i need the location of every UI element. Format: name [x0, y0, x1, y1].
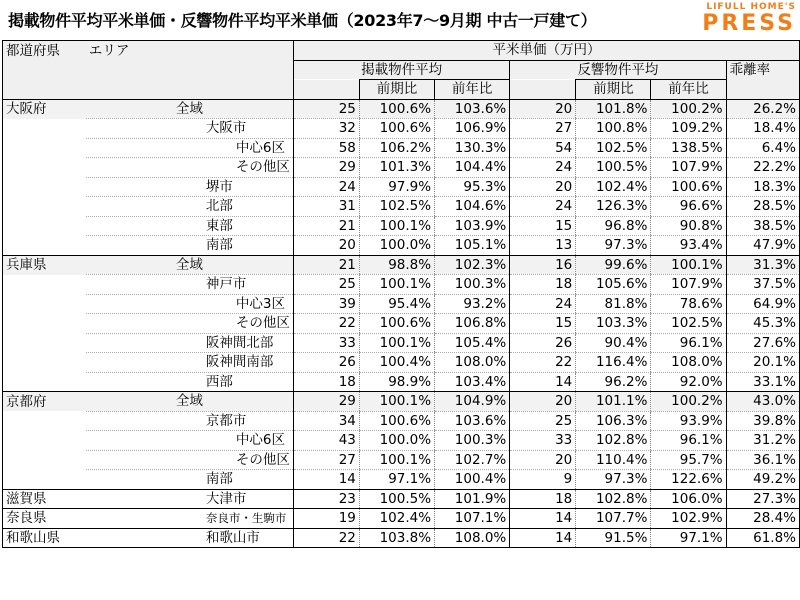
cell-listing-yoy: 100.4%	[435, 470, 510, 490]
cell-pref: 滋賀県	[3, 489, 86, 509]
cell-response-avg: 24	[510, 158, 576, 178]
cell-listing-yoy: 103.6%	[435, 411, 510, 431]
cell-area: 阪神間北部	[86, 333, 294, 353]
cell-response-avg: 20	[510, 392, 576, 412]
logo-top-text: LIFULL HOME'S	[706, 2, 796, 12]
cell-listing-yoy: 103.9%	[435, 216, 510, 236]
cell-listing-avg: 29	[293, 158, 359, 178]
cell-area: 全域	[86, 99, 294, 119]
cell-gap: 18.3%	[726, 177, 799, 197]
cell-response-yoy: 100.2%	[651, 392, 726, 412]
cell-area: 堺市	[86, 177, 294, 197]
cell-response-yoy: 107.9%	[651, 158, 726, 178]
cell-listing-avg: 33	[293, 333, 359, 353]
cell-listing-qoq: 100.1%	[359, 216, 434, 236]
cell-response-yoy: 96.6%	[651, 197, 726, 217]
cell-gap: 38.5%	[726, 216, 799, 236]
cell-listing-yoy: 101.9%	[435, 489, 510, 509]
cell-listing-avg: 22	[293, 528, 359, 548]
cell-listing-qoq: 100.1%	[359, 333, 434, 353]
cell-listing-yoy: 104.6%	[435, 197, 510, 217]
cell-listing-yoy: 93.2%	[435, 294, 510, 314]
cell-listing-qoq: 100.0%	[359, 236, 434, 256]
cell-listing-yoy: 130.3%	[435, 138, 510, 158]
cell-area: 大阪市	[86, 119, 294, 139]
cell-response-qoq: 100.5%	[576, 158, 651, 178]
cell-listing-yoy: 102.7%	[435, 450, 510, 470]
cell-pref	[3, 275, 86, 295]
cell-pref	[3, 216, 86, 236]
cell-response-avg: 20	[510, 450, 576, 470]
cell-response-qoq: 99.6%	[576, 255, 651, 275]
table-row	[3, 470, 800, 490]
cell-listing-avg: 21	[293, 216, 359, 236]
cell-pref	[3, 450, 86, 470]
cell-listing-qoq: 97.9%	[359, 177, 434, 197]
cell-listing-avg: 18	[293, 372, 359, 392]
cell-response-yoy: 102.5%	[651, 314, 726, 334]
header-listing-yoy: 前年比	[435, 80, 510, 100]
cell-response-avg: 16	[510, 255, 576, 275]
table-row	[3, 411, 800, 431]
cell-area: 神戸市	[86, 275, 294, 295]
header-unit: 平米単価（万円）	[293, 41, 799, 61]
cell-response-qoq: 105.6%	[576, 275, 651, 295]
header-listing-avg	[293, 80, 359, 100]
cell-listing-qoq: 100.6%	[359, 119, 434, 139]
cell-response-avg: 54	[510, 138, 576, 158]
cell-response-yoy: 106.0%	[651, 489, 726, 509]
cell-response-avg: 20	[510, 99, 576, 119]
cell-listing-avg: 34	[293, 411, 359, 431]
cell-listing-qoq: 98.8%	[359, 255, 434, 275]
cell-pref: 奈良県	[3, 509, 86, 529]
page-title: 掲載物件平均平米単価・反響物件平均平米単価（2023年7〜9月期 中古一戸建て）	[8, 11, 597, 30]
cell-response-qoq: 103.3%	[576, 314, 651, 334]
header-pref: 都道府県	[3, 41, 86, 61]
cell-listing-qoq: 97.1%	[359, 470, 434, 490]
table-row	[3, 450, 800, 470]
cell-pref: 大阪府	[3, 99, 86, 119]
cell-response-qoq: 110.4%	[576, 450, 651, 470]
cell-response-qoq: 96.8%	[576, 216, 651, 236]
cell-gap: 36.1%	[726, 450, 799, 470]
table-row	[3, 236, 800, 256]
cell-gap: 61.8%	[726, 528, 799, 548]
table-row	[3, 275, 800, 295]
table-row	[3, 372, 800, 392]
cell-listing-yoy: 105.4%	[435, 333, 510, 353]
cell-listing-yoy: 100.3%	[435, 275, 510, 295]
cell-listing-avg: 39	[293, 294, 359, 314]
cell-response-avg: 26	[510, 333, 576, 353]
table-row	[3, 294, 800, 314]
cell-response-qoq: 102.5%	[576, 138, 651, 158]
header-pref-end	[3, 80, 86, 100]
table-row	[3, 509, 800, 529]
cell-pref	[3, 158, 86, 178]
cell-response-avg: 18	[510, 275, 576, 295]
cell-pref	[3, 431, 86, 451]
cell-gap: 27.6%	[726, 333, 799, 353]
cell-response-qoq: 126.3%	[576, 197, 651, 217]
cell-area: 奈良市・生駒市	[86, 509, 294, 529]
table-row	[3, 353, 800, 373]
cell-listing-avg: 20	[293, 236, 359, 256]
cell-response-avg: 9	[510, 470, 576, 490]
cell-gap: 20.1%	[726, 353, 799, 373]
cell-response-avg: 27	[510, 119, 576, 139]
cell-response-yoy: 108.0%	[651, 353, 726, 373]
header-area-end	[86, 80, 294, 100]
cell-area: 大津市	[86, 489, 294, 509]
cell-listing-yoy: 103.4%	[435, 372, 510, 392]
cell-area: その他区	[86, 450, 294, 470]
price-table	[2, 40, 800, 548]
cell-response-qoq: 101.1%	[576, 392, 651, 412]
cell-response-avg: 14	[510, 509, 576, 529]
cell-area: その他区	[86, 314, 294, 334]
cell-listing-avg: 27	[293, 450, 359, 470]
cell-listing-qoq: 102.5%	[359, 197, 434, 217]
cell-area: 中心3区	[86, 294, 294, 314]
table-row	[3, 255, 800, 275]
logo-bottom-text: PRESS	[702, 11, 796, 36]
cell-response-qoq: 102.4%	[576, 177, 651, 197]
cell-response-yoy: 78.6%	[651, 294, 726, 314]
cell-pref	[3, 197, 86, 217]
cell-gap: 6.4%	[726, 138, 799, 158]
cell-response-avg: 14	[510, 528, 576, 548]
cell-gap: 28.5%	[726, 197, 799, 217]
table-row	[3, 197, 800, 217]
cell-gap: 27.3%	[726, 489, 799, 509]
cell-listing-yoy: 105.1%	[435, 236, 510, 256]
cell-response-yoy: 122.6%	[651, 470, 726, 490]
cell-gap: 31.3%	[726, 255, 799, 275]
cell-response-avg: 33	[510, 431, 576, 451]
cell-response-avg: 22	[510, 353, 576, 373]
cell-response-qoq: 81.8%	[576, 294, 651, 314]
cell-gap: 18.4%	[726, 119, 799, 139]
cell-gap: 43.0%	[726, 392, 799, 412]
cell-listing-qoq: 100.6%	[359, 99, 434, 119]
cell-gap: 31.2%	[726, 431, 799, 451]
header-gap: 乖離率	[726, 60, 799, 80]
cell-response-yoy: 95.7%	[651, 450, 726, 470]
cell-listing-avg: 43	[293, 431, 359, 451]
header-pref-cont	[3, 60, 86, 80]
cell-response-yoy: 109.2%	[651, 119, 726, 139]
cell-response-avg: 15	[510, 216, 576, 236]
cell-gap: 22.2%	[726, 158, 799, 178]
cell-area: 中心6区	[86, 431, 294, 451]
cell-pref	[3, 314, 86, 334]
cell-listing-avg: 31	[293, 197, 359, 217]
table-row	[3, 216, 800, 236]
cell-listing-yoy: 108.0%	[435, 353, 510, 373]
header-response: 反響物件平均	[510, 60, 726, 80]
header-area: エリア	[86, 41, 294, 61]
cell-listing-qoq: 100.1%	[359, 450, 434, 470]
cell-listing-qoq: 101.3%	[359, 158, 434, 178]
cell-listing-yoy: 104.9%	[435, 392, 510, 412]
table-row	[3, 392, 800, 412]
cell-area: 北部	[86, 197, 294, 217]
cell-response-qoq: 106.3%	[576, 411, 651, 431]
cell-listing-qoq: 98.9%	[359, 372, 434, 392]
header-gap-end	[726, 80, 799, 100]
cell-listing-yoy: 95.3%	[435, 177, 510, 197]
cell-response-avg: 25	[510, 411, 576, 431]
header-listing: 掲載物件平均	[293, 60, 509, 80]
header-response-yoy: 前年比	[651, 80, 726, 100]
cell-response-qoq: 102.8%	[576, 431, 651, 451]
cell-gap: 49.2%	[726, 470, 799, 490]
cell-response-qoq: 91.5%	[576, 528, 651, 548]
cell-gap: 47.9%	[726, 236, 799, 256]
cell-area: その他区	[86, 158, 294, 178]
cell-gap: 45.3%	[726, 314, 799, 334]
cell-response-yoy: 100.1%	[651, 255, 726, 275]
cell-response-qoq: 100.8%	[576, 119, 651, 139]
cell-listing-avg: 24	[293, 177, 359, 197]
cell-response-avg: 24	[510, 197, 576, 217]
header-area-cont	[86, 60, 294, 80]
cell-listing-yoy: 106.9%	[435, 119, 510, 139]
cell-listing-qoq: 100.4%	[359, 353, 434, 373]
cell-listing-qoq: 100.1%	[359, 392, 434, 412]
cell-pref	[3, 372, 86, 392]
cell-response-yoy: 97.1%	[651, 528, 726, 548]
cell-response-yoy: 107.9%	[651, 275, 726, 295]
cell-pref	[3, 138, 86, 158]
cell-listing-avg: 29	[293, 392, 359, 412]
cell-response-avg: 14	[510, 372, 576, 392]
cell-listing-yoy: 106.8%	[435, 314, 510, 334]
cell-pref	[3, 353, 86, 373]
cell-listing-qoq: 100.6%	[359, 411, 434, 431]
cell-listing-avg: 25	[293, 99, 359, 119]
cell-listing-yoy: 100.3%	[435, 431, 510, 451]
table-row	[3, 333, 800, 353]
cell-listing-qoq: 102.4%	[359, 509, 434, 529]
cell-pref	[3, 177, 86, 197]
cell-response-yoy: 92.0%	[651, 372, 726, 392]
cell-pref	[3, 333, 86, 353]
table-row	[3, 489, 800, 509]
cell-pref	[3, 411, 86, 431]
cell-response-avg: 15	[510, 314, 576, 334]
header-row-2	[3, 60, 800, 80]
cell-listing-qoq: 106.2%	[359, 138, 434, 158]
cell-pref	[3, 236, 86, 256]
table-row	[3, 99, 800, 119]
cell-listing-avg: 19	[293, 509, 359, 529]
cell-area: 全域	[86, 392, 294, 412]
cell-gap: 26.2%	[726, 99, 799, 119]
cell-area: 全域	[86, 255, 294, 275]
cell-gap: 33.1%	[726, 372, 799, 392]
cell-response-yoy: 100.6%	[651, 177, 726, 197]
cell-listing-yoy: 108.0%	[435, 528, 510, 548]
cell-listing-qoq: 100.0%	[359, 431, 434, 451]
cell-response-yoy: 93.4%	[651, 236, 726, 256]
table-row	[3, 314, 800, 334]
cell-listing-qoq: 100.5%	[359, 489, 434, 509]
cell-response-avg: 20	[510, 177, 576, 197]
cell-response-yoy: 93.9%	[651, 411, 726, 431]
brand-logo	[676, 2, 796, 35]
cell-listing-avg: 23	[293, 489, 359, 509]
cell-area: 阪神間南部	[86, 353, 294, 373]
cell-area: 和歌山市	[86, 528, 294, 548]
table-row	[3, 431, 800, 451]
cell-response-qoq: 116.4%	[576, 353, 651, 373]
cell-listing-avg: 26	[293, 353, 359, 373]
cell-response-yoy: 138.5%	[651, 138, 726, 158]
cell-response-qoq: 101.8%	[576, 99, 651, 119]
header-row-3	[3, 80, 800, 100]
cell-area: 南部	[86, 236, 294, 256]
cell-listing-qoq: 95.4%	[359, 294, 434, 314]
cell-gap: 39.8%	[726, 411, 799, 431]
cell-area: 中心6区	[86, 138, 294, 158]
cell-response-qoq: 96.2%	[576, 372, 651, 392]
cell-gap: 64.9%	[726, 294, 799, 314]
cell-area: 京都市	[86, 411, 294, 431]
cell-gap: 37.5%	[726, 275, 799, 295]
cell-response-qoq: 97.3%	[576, 236, 651, 256]
cell-listing-avg: 21	[293, 255, 359, 275]
cell-area: 西部	[86, 372, 294, 392]
cell-listing-yoy: 104.4%	[435, 158, 510, 178]
cell-response-qoq: 90.4%	[576, 333, 651, 353]
cell-pref	[3, 470, 86, 490]
cell-response-qoq: 107.7%	[576, 509, 651, 529]
cell-pref: 和歌山県	[3, 528, 86, 548]
table-row	[3, 138, 800, 158]
cell-response-yoy: 96.1%	[651, 431, 726, 451]
table-row	[3, 177, 800, 197]
table-row	[3, 158, 800, 178]
cell-listing-yoy: 107.1%	[435, 509, 510, 529]
cell-pref: 京都府	[3, 392, 86, 412]
table-row	[3, 119, 800, 139]
cell-gap: 28.4%	[726, 509, 799, 529]
cell-response-avg: 13	[510, 236, 576, 256]
cell-response-avg: 18	[510, 489, 576, 509]
header-row-1	[3, 41, 800, 61]
cell-listing-avg: 58	[293, 138, 359, 158]
cell-response-yoy: 102.9%	[651, 509, 726, 529]
cell-area: 南部	[86, 470, 294, 490]
header-listing-qoq: 前期比	[359, 80, 434, 100]
cell-pref: 兵庫県	[3, 255, 86, 275]
cell-listing-qoq: 100.6%	[359, 314, 434, 334]
cell-response-yoy: 100.2%	[651, 99, 726, 119]
cell-pref	[3, 119, 86, 139]
cell-area: 東部	[86, 216, 294, 236]
cell-listing-avg: 22	[293, 314, 359, 334]
header-response-qoq: 前期比	[576, 80, 651, 100]
cell-listing-qoq: 100.1%	[359, 275, 434, 295]
cell-listing-avg: 32	[293, 119, 359, 139]
header-response-avg	[510, 80, 576, 100]
cell-response-yoy: 90.8%	[651, 216, 726, 236]
cell-listing-avg: 25	[293, 275, 359, 295]
cell-pref	[3, 294, 86, 314]
cell-response-qoq: 102.8%	[576, 489, 651, 509]
cell-listing-yoy: 103.6%	[435, 99, 510, 119]
cell-listing-yoy: 102.3%	[435, 255, 510, 275]
cell-listing-qoq: 103.8%	[359, 528, 434, 548]
cell-response-yoy: 96.1%	[651, 333, 726, 353]
cell-listing-avg: 14	[293, 470, 359, 490]
cell-response-qoq: 97.3%	[576, 470, 651, 490]
table-row	[3, 528, 800, 548]
cell-response-avg: 24	[510, 294, 576, 314]
